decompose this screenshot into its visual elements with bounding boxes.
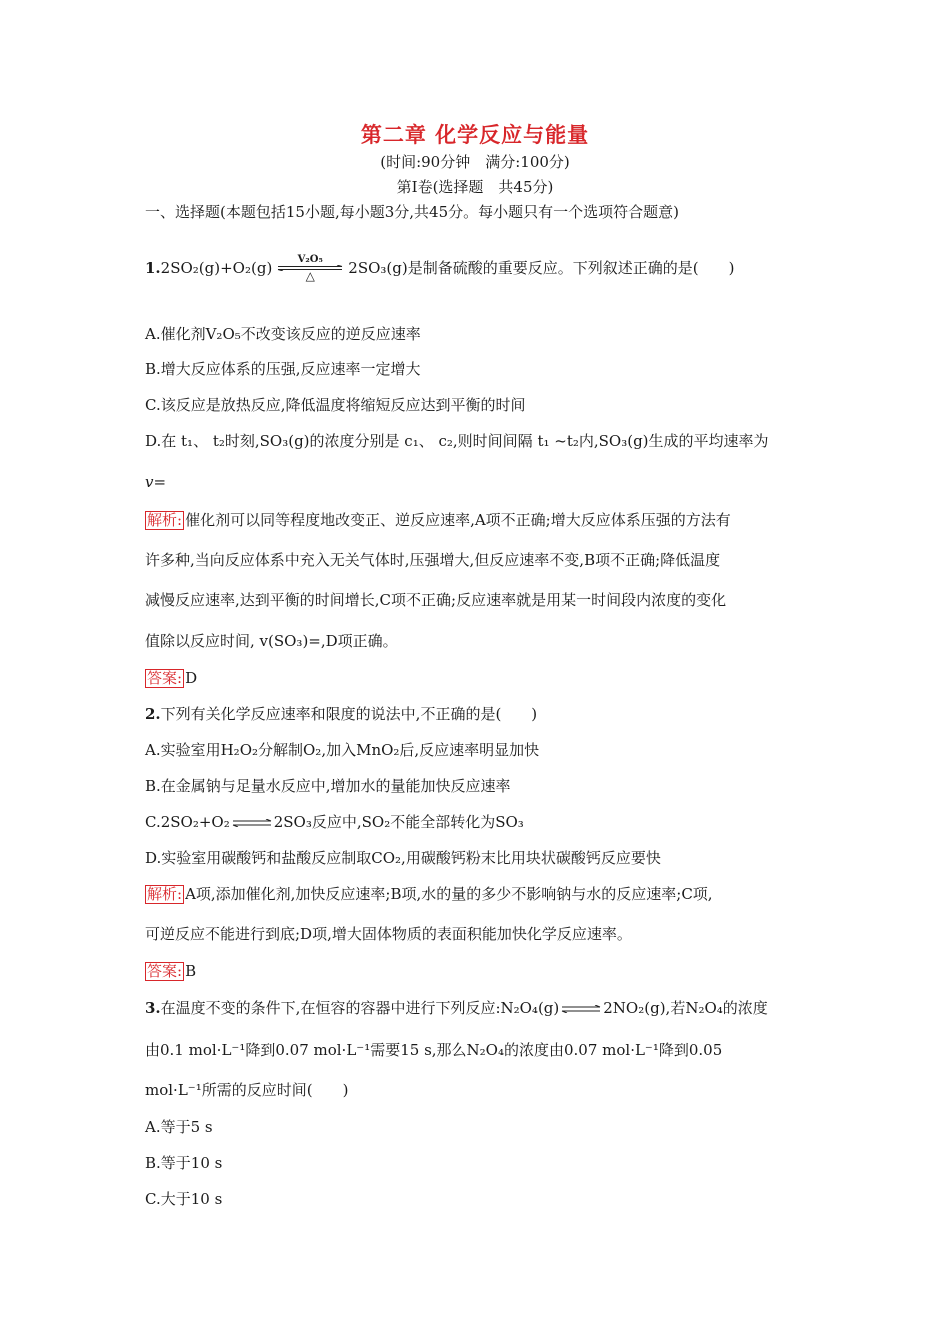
option-c: C.大于10 s xyxy=(145,1190,223,1208)
option-a: A.等于5 s xyxy=(145,1118,213,1136)
option-c-left: C.2SO₂+O₂ xyxy=(145,813,230,831)
question-3-line-2: 由0.1 mol·L⁻¹降到0.07 mol·L⁻¹需要15 s,那么N₂O₄的浓度由0.07 mol·L⁻¹降到0.05 xyxy=(145,1041,723,1059)
analysis-1-line-2: 许多种,当向反应体系中充入无关气体时,压强增大,但反应速率不变,B项不正确;降低温度 xyxy=(145,551,721,569)
question-text-left: 在温度不变的条件下,在恒容的容器中进行下列反应:N₂O₄(g) xyxy=(160,999,560,1017)
exam-info: (时间:90分钟 满分:100分) xyxy=(380,153,570,171)
answer-value: D xyxy=(185,669,198,687)
analysis-1-line-4: 值除以反应时间, v(SO₃)=,D项正确。 xyxy=(145,632,398,650)
question-3-stem xyxy=(145,998,768,1018)
analysis-1-line-3: 减慢反应速率,达到平衡的时间增长,C项不正确;反应速率就是用某一时间段内浓度的变化 xyxy=(145,591,727,609)
part-heading: 第Ⅰ卷(选择题 共45分) xyxy=(396,178,554,196)
analysis-1-line-1 xyxy=(145,510,731,530)
option-c: C.该反应是放热反应,降低温度将缩短反应达到平衡的时间 xyxy=(145,396,526,414)
analysis-2-line-2: 可逆反应不能进行到底;D项,增大固体物质的表面积能加快化学反应速率。 xyxy=(145,925,632,943)
reversible-arrow-with-catalyst xyxy=(276,254,344,284)
option-a: A.催化剂V₂O₅不改变该反应的逆反应速率 xyxy=(145,325,421,343)
answer-value: B xyxy=(185,962,197,980)
question-number: 3. xyxy=(145,999,161,1017)
heat-symbol: △ xyxy=(305,269,315,283)
option-d: D.实验室用碳酸钙和盐酸反应制取CO₂,用碳酸钙粉末比用块状碳酸钙反应要快 xyxy=(145,849,661,867)
analysis-label: 解析: xyxy=(147,511,183,529)
equation-right: 2SO₃(g)是制备硫酸的重要反应。下列叙述正确的是( ) xyxy=(348,259,735,277)
option-c xyxy=(145,812,524,832)
option-d-continued: v= xyxy=(145,473,167,491)
question-1-stem xyxy=(145,254,734,284)
chapter-title: 第二章 化学反应与能量 xyxy=(360,122,590,147)
option-b: B.等于10 s xyxy=(145,1154,223,1172)
answer-1 xyxy=(145,668,197,688)
answer-label: 答案: xyxy=(147,962,183,980)
question-3-line-3: mol·L⁻¹所需的反应时间( ) xyxy=(145,1081,349,1099)
question-text: 下列有关化学反应速率和限度的说法中,不正确的是( ) xyxy=(160,705,538,723)
equilibrium-arrow-icon xyxy=(561,1005,601,1013)
option-b: B.在金属钠与足量水反应中,增加水的量能加快反应速率 xyxy=(145,777,511,795)
question-2-stem xyxy=(145,704,537,724)
analysis-2-line-1 xyxy=(145,884,713,904)
equation-left: 2SO₂(g)+O₂(g) xyxy=(160,259,273,277)
question-number: 2. xyxy=(145,705,161,723)
option-c-right: 2SO₃反应中,SO₂不能全部转化为SO₃ xyxy=(273,813,524,831)
section-heading: 一、选择题(本题包括15小题,每小题3分,共45分。每小题只有一个选项符合题意) xyxy=(145,203,679,221)
option-b: B.增大反应体系的压强,反应速率一定增大 xyxy=(145,360,421,378)
equilibrium-arrow-icon xyxy=(232,819,272,827)
analysis-text: A项,添加催化剂,加快反应速率;B项,水的量的多少不影响钠与水的反应速率;C项, xyxy=(185,885,713,903)
catalyst-label: V₂O₅ xyxy=(297,254,323,265)
question-number: 1. xyxy=(145,259,161,277)
analysis-text: 催化剂可以同等程度地改变正、逆反应速率,A项不正确;增大反应体系压强的方法有 xyxy=(185,511,731,529)
question-text-right: 2NO₂(g),若N₂O₄的浓度 xyxy=(603,999,768,1017)
option-d: D.在 t₁、 t₂时刻,SO₃(g)的浓度分别是 c₁、 c₂,则时间间隔 t₁ ~t₂内,SO₃(g)生成的平均速率为 xyxy=(145,432,769,450)
answer-2 xyxy=(145,961,196,981)
analysis-label: 解析: xyxy=(147,885,183,903)
answer-label: 答案: xyxy=(147,669,183,687)
option-a: A.实验室用H₂O₂分解制O₂,加入MnO₂后,反应速率明显加快 xyxy=(145,741,540,759)
